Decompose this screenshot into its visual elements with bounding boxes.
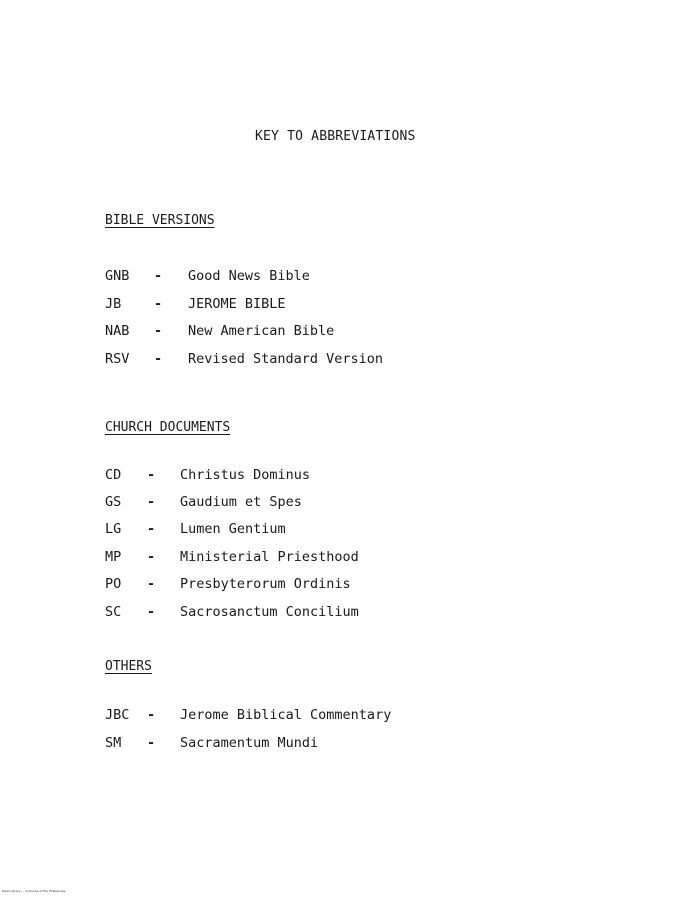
full-name: Gaudium et Spes bbox=[180, 494, 302, 510]
abbreviation: SC bbox=[105, 604, 122, 620]
full-name: Sacramentum Mundi bbox=[180, 735, 319, 751]
separator-dash: - bbox=[147, 604, 156, 620]
separator-dash: - bbox=[154, 323, 163, 339]
page-title: KEY TO ABBREVIATIONS bbox=[255, 129, 416, 144]
abbreviation: CD bbox=[105, 467, 122, 483]
abbreviation: GNB bbox=[105, 268, 130, 284]
full-name: Presbyterorum Ordinis bbox=[180, 576, 351, 592]
separator-dash: - bbox=[147, 494, 156, 510]
full-name: Lumen Gentium bbox=[180, 521, 286, 537]
separator-dash: - bbox=[147, 735, 156, 751]
separator-dash: - bbox=[147, 521, 156, 537]
full-name: Christus Dominus bbox=[180, 467, 311, 483]
abbreviation: RSV bbox=[105, 351, 130, 367]
separator-dash: - bbox=[154, 351, 163, 367]
abbreviation: NAB bbox=[105, 323, 130, 339]
separator-dash: - bbox=[147, 467, 156, 483]
abbreviation: PO bbox=[105, 576, 122, 592]
full-name: Jerome Biblical Commentary bbox=[180, 707, 392, 723]
separator-dash: - bbox=[147, 549, 156, 565]
section-heading-bible-versions: BIBLE VERSIONS bbox=[105, 213, 215, 228]
full-name: New American Bible bbox=[188, 323, 335, 339]
abbreviation: LG bbox=[105, 521, 122, 537]
archive-footer-note: Rizal Library — Archives of the Philippines bbox=[2, 889, 66, 893]
section-heading-others: OTHERS bbox=[105, 659, 152, 674]
separator-dash: - bbox=[147, 707, 156, 723]
full-name: Good News Bible bbox=[188, 268, 310, 284]
abbreviation: SM bbox=[105, 735, 122, 751]
full-name: Sacrosanctum Concilium bbox=[180, 604, 359, 620]
abbreviation: GS bbox=[105, 494, 122, 510]
separator-dash: - bbox=[154, 296, 163, 312]
full-name: JEROME BIBLE bbox=[188, 296, 286, 312]
separator-dash: - bbox=[147, 576, 156, 592]
abbreviation: JB bbox=[105, 296, 122, 312]
section-heading-church-documents: CHURCH DOCUMENTS bbox=[105, 420, 231, 435]
full-name: Revised Standard Version bbox=[188, 351, 384, 367]
separator-dash: - bbox=[154, 268, 163, 284]
full-name: Ministerial Priesthood bbox=[180, 549, 359, 565]
abbreviation: JBC bbox=[105, 707, 130, 723]
abbreviation: MP bbox=[105, 549, 122, 565]
